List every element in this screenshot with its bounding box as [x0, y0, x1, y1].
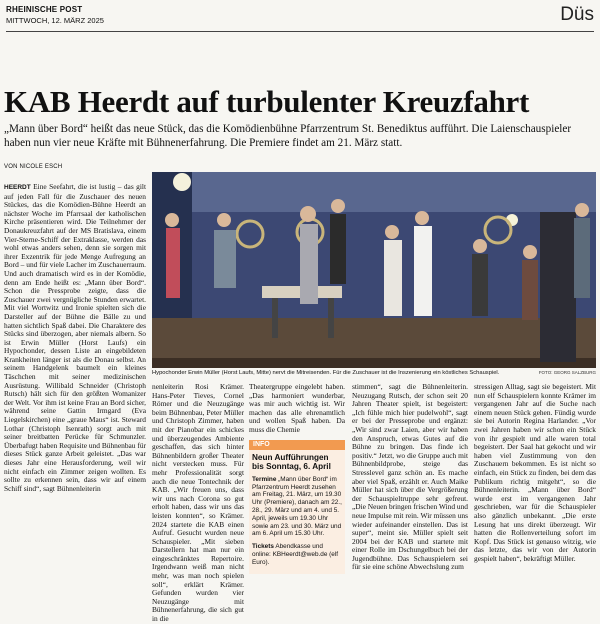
column-1-text: Eine Seefahrt, die ist lustig – das gilt auf jeden Fall für die Zuschauer des neuen Stückes, das die Komödien-Bühne Heerdt an nächster Woche im Pfarrsaal der katholischen Kirche präsentieren wird. Die Teilnehmer der Donaukreuzfahrt auf der MS Bratislava, einem Vier-Sterne-Schiff der Extraklasse, werden das wohl etwas anders sehen, denn sie sorgen mit ihrer Exzentrik für jede Menge Aufregung an Bord – und für viele Lacher im Zuschauerraum. Und auch dramatisch wird es in der Komödie, denn am Ende heißt es: „Mann über Bord“. Schon die Pressprobe zeigte, dass die Zuschauer zwei vergnügliche Stunden erwartet. Mit viel Wortwitz und Ironie spielten sich die Darsteller auf der Bühne die Bälle zu und hatten sichtlich Spaß dabei. Die Charaktere des Stücks sind überzogen, aber niemals albern. So ist Erwin Müller (Horst Laufs) ein Hypochonder, dessen Liste an eingebildeten Krankheiten länger ist als die Donau selbst. An seinem Handgelenk baumelt ein kleines Täschchen mit seiner medizinischen Ausrüstung. Willibald Schneider (Christoph Rutsch) hält sich für den größten Womanizer der Welt. Vor ihm ist keine Frau an Bord sicher, während seine Gattin Irmgard (Eva Liegelskirchen) eine „graue Maus“ ist. Steward Lothar (Christoph Isenrath) sorgt auch mit seiner breitbatten Perücke für Schmunzler. Überbafugt haben Requisite und Bühnenbau für dieses Stück ganze Arbeit geleistet. „Das war dieses Jahr eine Herausforderung, weil wir nicht einfach ein Zimmer zeigen wollten. Es sollte zu erkennen sein, dass wir auf einem Schiff sind“, sagt Bühnenleiterin: [4, 182, 146, 493]
location-kicker: HEERDT: [4, 184, 31, 191]
column-5-text: stressigen Alltag, sagt sie begeistert. Mit nun elf Schauspielern konnte Krämer im vergangenen Jahr auf die Suche nach einem neuen Stück gehen. Fündig wurde sie bei Autorin Regina Harlander. „Vor zwei Jahren haben wir schon ein Stück von ihr gespielt und alle waren total begeistert. Der Saal hat gekocht und wir haben viel Zustimmung von den Zuschauern bekommen. Es ist nicht so einfach, ein Stück zu finden, bei dem das Publikum richtig mitgeht“, so die Bühnenleiterin. „Mann über Bord“ wurde erst im vergangenen Jahr geschrieben, war für die Schauspieler also gänzlich unbekannt. „Die erste Lesung hat uns direkt überzeugt. Wir hatten die Rollenverteilung sofort im Kopf. Das Stück ist genauso witzig, wie das letzte, das wir von der Autorin gespielt haben“, bekräftigt Müller.: [474, 382, 596, 563]
info-title: Neun Aufführungen bis Sonntag, 6. April: [252, 453, 331, 472]
info-tag: INFO: [249, 440, 345, 450]
masthead: [6, 4, 594, 28]
article-headline: KAB Heerdt auf turbulenter Kreuzfahrt: [4, 84, 530, 119]
column-3-text: Theatergruppe eingelebt haben. „Das harmoniert wunderbar, was mir auch wichtig ist. Wir machen das alle ehrenamtlich und wollen Spaß haben. Da muss die Chemie: [249, 382, 345, 434]
article-column-5: [474, 383, 596, 582]
termine-text: „Mann über Bord“ im Pfarrzentrum Heerdt zusehen am Freitag, 21. März, um 19.30 Uhr (Premiere), danach am 22., 28., 29. März und am 4. und 5. April, jeweils um 19.30 Uhr sowie am 23. und 30. März und am 6. April um 15.30 Uhr.: [252, 475, 342, 538]
byline: VON NICOLE ESCH: [4, 164, 63, 170]
photo-caption: [152, 370, 596, 378]
stage-photo: [152, 172, 596, 368]
tickets-text: Abendkasse und online: KBHeerdt@web.de (elf Euro).: [252, 543, 339, 566]
article-column-1: [4, 183, 146, 582]
article-column-3: [249, 383, 345, 435]
info-box: [249, 440, 345, 574]
masthead-divider: [6, 31, 594, 32]
tickets-label: Tickets: [252, 543, 274, 551]
article-column-4: [352, 383, 468, 582]
issue-date: MITTWOCH, 12. MÄRZ 2025: [6, 16, 104, 25]
article-subhead: „Mann über Bord“ heißt das neue Stück, das die Komödienbühne Pfarrzentrum St. Benediktus aufführt. Die Laienschauspieler haben nun vier neue Kräfte mit Bühnenerfahrung. Die Premiere findet am 21. März statt.: [4, 123, 572, 149]
info-termine: [249, 476, 345, 538]
info-tickets: [249, 543, 345, 566]
caption-text: Hypochonder Erwin Müller (Horst Laufs, Mitte) nervt die Mitreisenden. Für die Zuschauer ist die Inszenierung ein köstliches Schauspiel.: [152, 370, 500, 376]
column-2-text: nenleiterin Rosi Krämer. Hans-Peter Tieves, Cornel Römer und die Neuzugänge beim Bühnenbau, Peter Müller und Christoph Zimmer, haben mit der Pianobar ein schickes und überzeugendes Ambiente geschaffen, das sich hinter Bühnenbildern großer Theater nicht verstecken muss. Für mehr Professionalität sorgt auch die neue Tontechnik der KAB. „Wir freuen uns, dass wir uns nach Corona so gut erholt haben, dass wir uns das leisten konnten“, so Krämer. 2024 startete die KAB einen Aufruf. Gesucht wurden neue Schauspieler. „Mit sieben Darstellern hat man nur ein eingeschränktes Repertoire. Irgendwann weiß man nicht mehr, was man noch spielen soll“, erklärt Krämer. Gefunden wurden vier Neuzugänge mit Bühnenerfahrung, die sich gut in die: [152, 382, 244, 624]
termine-label: Termine: [252, 475, 277, 483]
photo-credit: FOTO: GEORG SALZBURG: [538, 370, 596, 375]
city-section-title: Düs: [560, 4, 594, 25]
article-column-2: [152, 382, 244, 624]
newspaper-name: RHEINISCHE POST: [6, 5, 83, 14]
column-4-text: stimmen“, sagt die Bühnenleiterin. Neuzugang Rutsch, der schon seit 20 Jahren Theater spielt, ist begeistert: „Ich fühle mich hier pudelwohl“, sagt er bei der Presseprobe und ergänzt: „Wir sind zwar Laien, aber wir haben den Anspruch, etwas Gutes auf die Bühne zu bringen. Das finde ich positiv.“ Jetzt, wo die Gruppe auch mit Bühnenbildprobe, steige das Stresslevel ganz schön an. Es mache aber viel Spaß, erzählt er. Auch Maike Müller hat sich über die Vergrößerung der Schauspieltruppe sehr gefreut. „Die Neuen bringen frischen Wind und neue Impulse mit rein. Wir müssen uns wieder aufeinander einstellen. Das ist super“, meint sie. Müller spielt seit 2004 bei der KAB und startete mit einer Rolle im Dschungelbuch bei der Jugendbühne. Das Schauspielern sei für sie eine schöne Abwechslung zum: [352, 382, 468, 572]
